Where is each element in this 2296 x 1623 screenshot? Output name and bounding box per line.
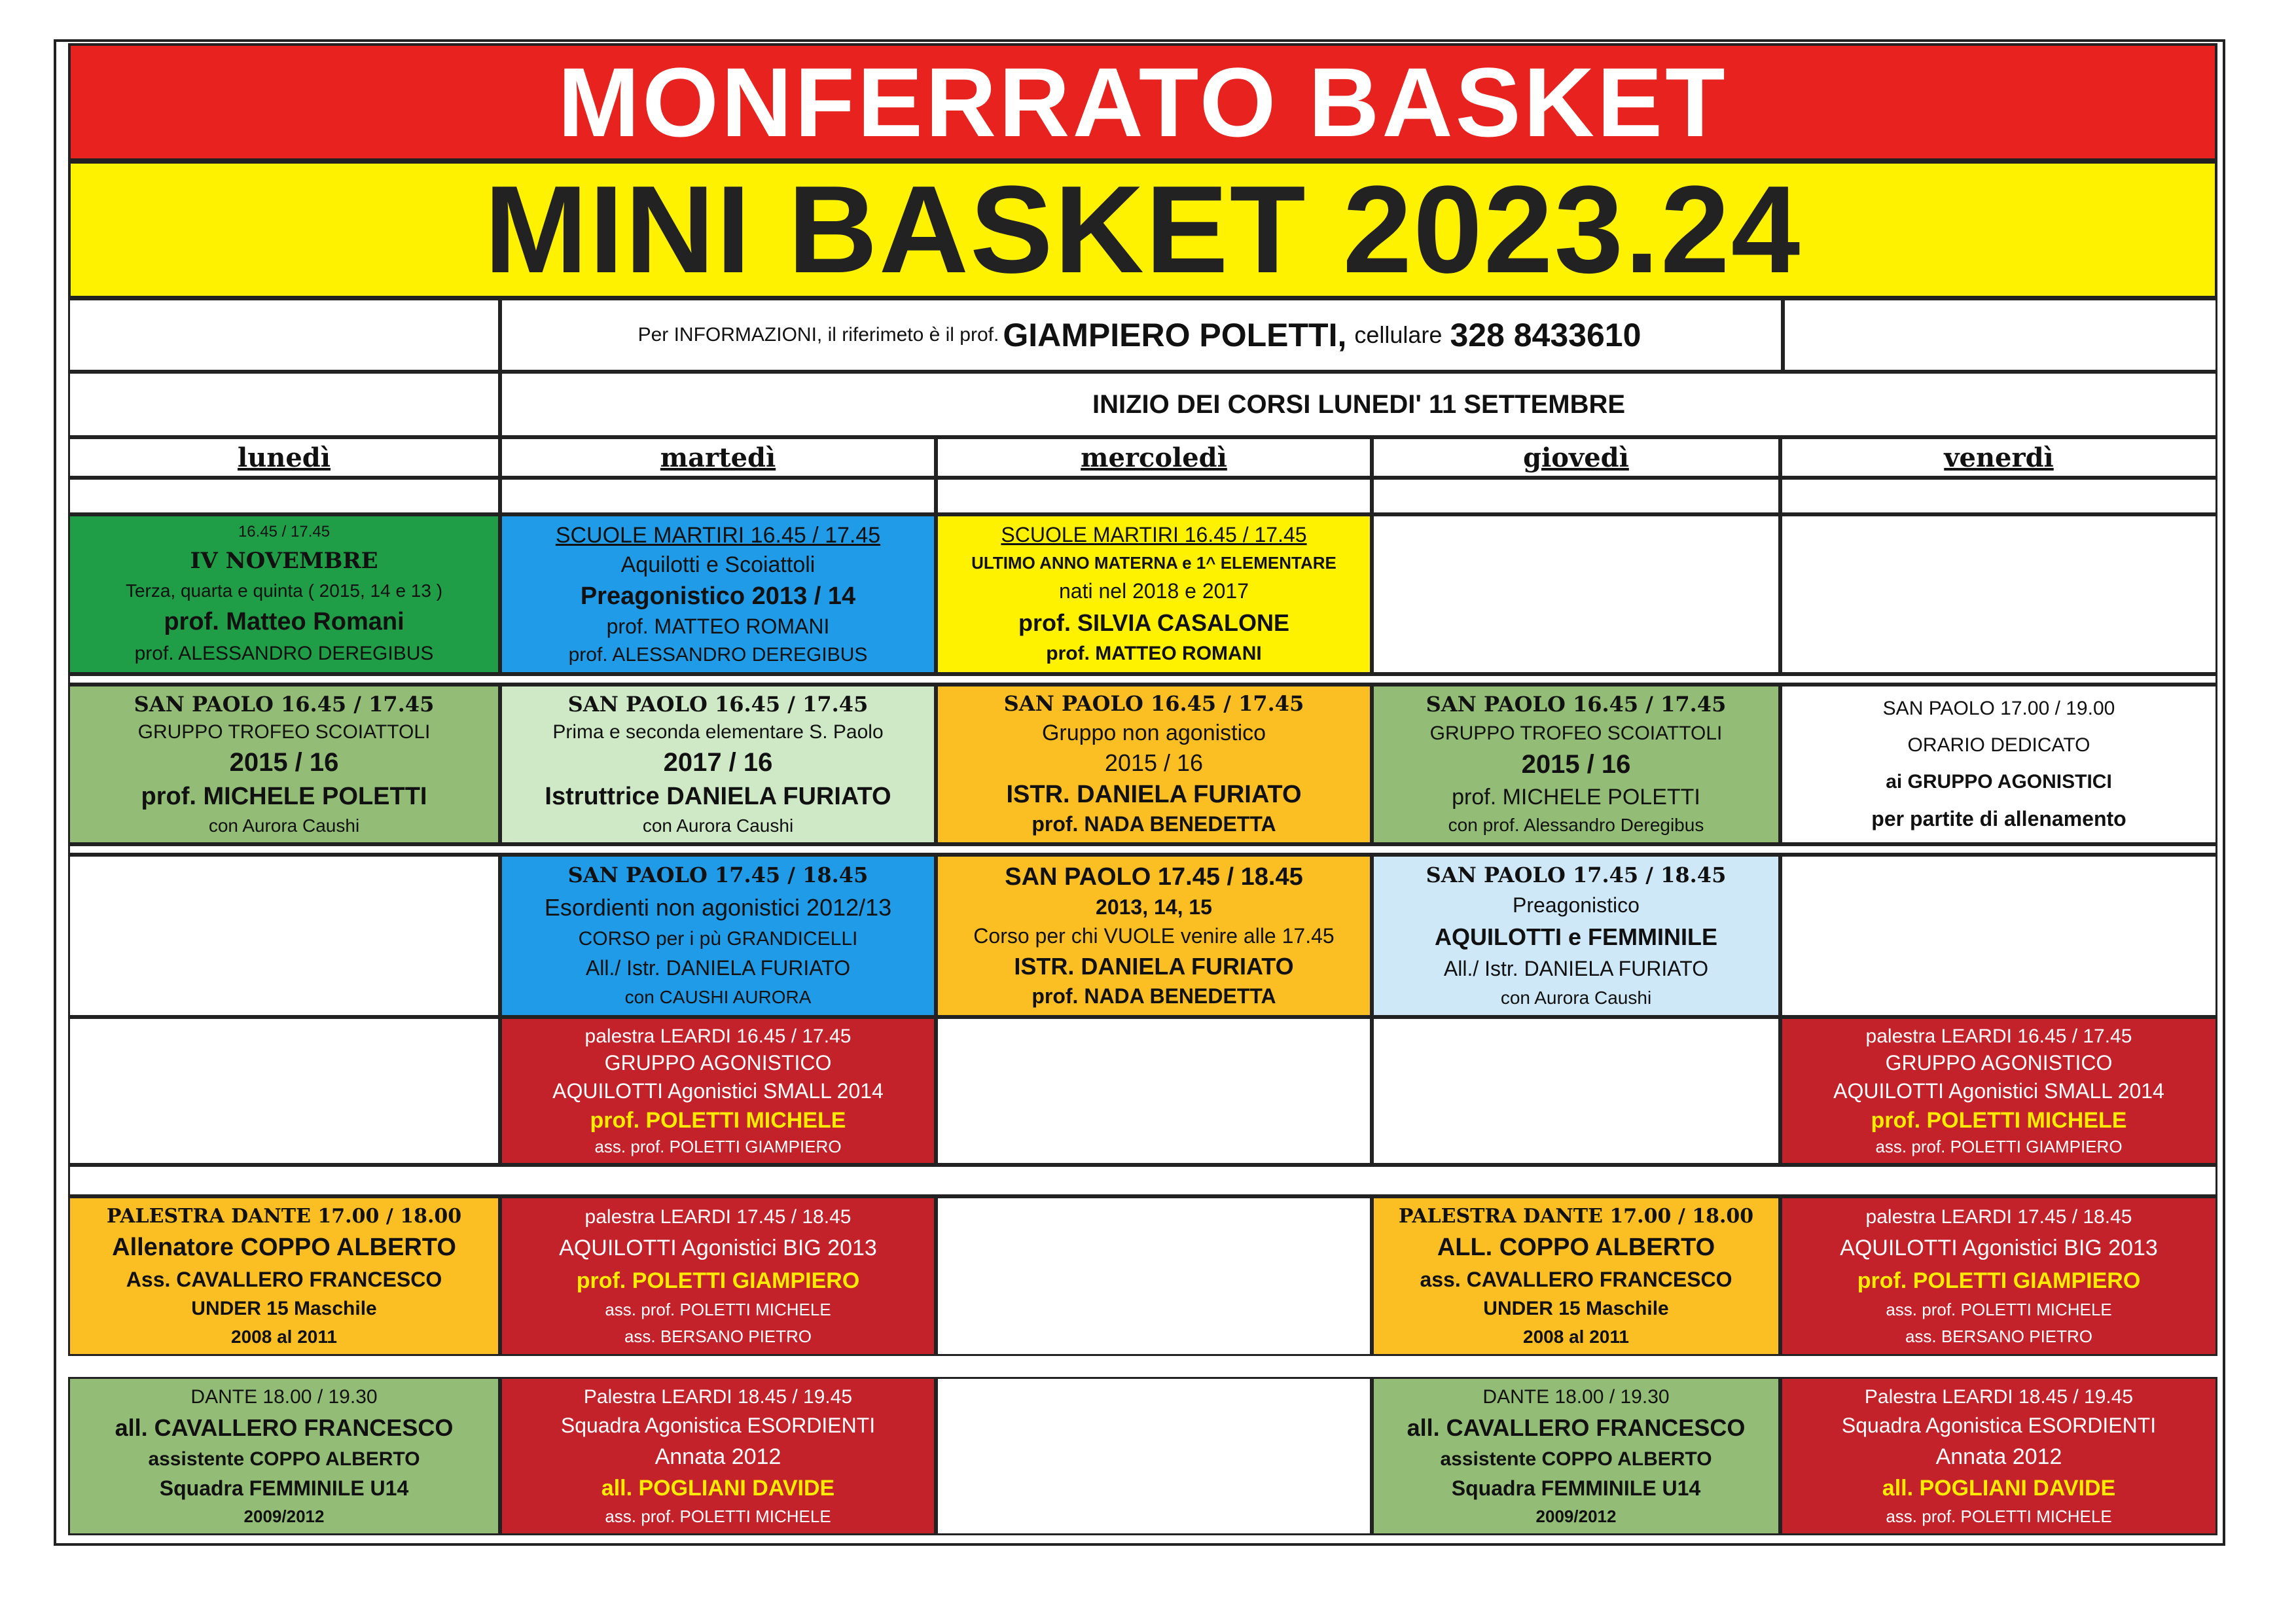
season-title: MINI BASKET 2023.24: [68, 161, 2217, 298]
info-phone-label: cellulare: [1354, 321, 1443, 348]
info-phone: 328 8433610: [1450, 317, 1641, 353]
spacer-cell: [1372, 478, 1780, 514]
schedule-wed-5-empty: [936, 1196, 1372, 1356]
schedule-wed-4-empty: [936, 1017, 1372, 1165]
schedule-mon-4-empty: [68, 1017, 500, 1165]
day-header-monday: lunedì: [68, 437, 500, 478]
spacer-cell: [1780, 478, 2217, 514]
schedule-thu-6: DANTE 18.00 / 19.30 all. CAVALLERO FRANCESCO assistente COPPO ALBERTO Squadra FEMMINILE U14 2009/2012: [1372, 1377, 1780, 1535]
info-right-blank: [1783, 298, 2217, 372]
schedule-fri-4: palestra LEARDI 16.45 / 17.45 GRUPPO AGONISTICO AQUILOTTI Agonistici SMALL 2014 prof. POLETTI MICHELE ass. prof. POLETTI GIAMPIERO: [1780, 1017, 2217, 1165]
schedule-tue-3: SAN PAOLO 17.45 / 18.45 Esordienti non agonistici 2012/13 CORSO per i pù GRANDICELLI All./ Istr. DANIELA FURIATO con CAUSHI AURORA: [500, 855, 936, 1017]
start-notice: INIZIO DEI CORSI LUNEDI' 11 SETTEMBRE: [500, 372, 2217, 437]
day-header-friday: venerdì: [1780, 437, 2217, 478]
info-contact: [500, 298, 1783, 372]
schedule-thu-4-empty: [1372, 1017, 1780, 1165]
spacer-cell: [936, 478, 1372, 514]
schedule-tue-4: palestra LEARDI 16.45 / 17.45 GRUPPO AGONISTICO AQUILOTTI Agonistici SMALL 2014 prof. POLETTI MICHELE ass. prof. POLETTI GIAMPIERO: [500, 1017, 936, 1165]
schedule-mon-5: PALESTRA DANTE 17.00 / 18.00 Allenatore COPPO ALBERTO Ass. CAVALLERO FRANCESCO UNDER 15 Maschile 2008 al 2011: [68, 1196, 500, 1356]
schedule-mon-1: 16.45 / 17.45 IV NOVEMBRE Terza, quarta e quinta ( 2015, 14 e 13 ) prof. Matteo Romani prof. ALESSANDRO DEREGIBUS: [68, 514, 500, 674]
day-header-wednesday: mercoledì: [936, 437, 1372, 478]
schedule-fri-6: Palestra LEARDI 18.45 / 19.45 Squadra Agonistica ESORDIENTI Annata 2012 all. POGLIANI DAVIDE ass. prof. POLETTI MICHELE: [1780, 1377, 2217, 1535]
schedule-wed-2: SAN PAOLO 16.45 / 17.45 Gruppo non agonistico 2015 / 16 ISTR. DANIELA FURIATO prof. NADA BENEDETTA: [936, 685, 1372, 844]
schedule-tue-6: Palestra LEARDI 18.45 / 19.45 Squadra Agonistica ESORDIENTI Annata 2012 all. POGLIANI DAVIDE ass. prof. POLETTI MICHELE: [500, 1377, 936, 1535]
day-header-thursday: giovedì: [1372, 437, 1780, 478]
schedule-thu-1-empty: [1372, 514, 1780, 674]
spacer-cell: [68, 478, 500, 514]
schedule-fri-2: SAN PAOLO 17.00 / 19.00 ORARIO DEDICATO ai GRUPPO AGONISTICI per partite di allenamento: [1780, 685, 2217, 844]
info-left-blank: [68, 298, 500, 372]
schedule-mon-6: DANTE 18.00 / 19.30 all. CAVALLERO FRANCESCO assistente COPPO ALBERTO Squadra FEMMINILE U14 2009/2012: [68, 1377, 500, 1535]
schedule-wed-3: SAN PAOLO 17.45 / 18.45 2013, 14, 15 Corso per chi VUOLE venire alle 17.45 ISTR. DANIELA FURIATO prof. NADA BENEDETTA: [936, 855, 1372, 1017]
start-left-blank: [68, 372, 500, 437]
row-separator: [68, 1165, 2217, 1196]
info-name: GIAMPIERO POLETTI,: [1003, 317, 1347, 353]
schedule-fri-3-empty: [1780, 855, 2217, 1017]
schedule-mon-2: SAN PAOLO 16.45 / 17.45 GRUPPO TROFEO SCOIATTOLI 2015 / 16 prof. MICHELE POLETTI con Aurora Caushi: [68, 685, 500, 844]
schedule-tue-5: palestra LEARDI 17.45 / 18.45 AQUILOTTI Agonistici BIG 2013 prof. POLETTI GIAMPIERO ass. prof. POLETTI MICHELE ass. BERSANO PIETRO: [500, 1196, 936, 1356]
info-prefix: Per INFORMAZIONI, il riferimeto è il prof.: [637, 324, 999, 346]
row-separator: [68, 674, 2217, 685]
schedule-mon-3-empty: [68, 855, 500, 1017]
schedule-wed-1: SCUOLE MARTIRI 16.45 / 17.45 ULTIMO ANNO MATERNA e 1^ ELEMENTARE nati nel 2018 e 2017 prof. SILVIA CASALONE prof. MATTEO ROMANI: [936, 514, 1372, 674]
schedule-thu-3: SAN PAOLO 17.45 / 18.45 Preagonistico AQUILOTTI e FEMMINILE All./ Istr. DANIELA FURIATO con Aurora Caushi: [1372, 855, 1780, 1017]
schedule-wed-6-empty: [936, 1377, 1372, 1535]
schedule-tue-2: SAN PAOLO 16.45 / 17.45 Prima e seconda elementare S. Paolo 2017 / 16 Istruttrice DANIELA FURIATO con Aurora Caushi: [500, 685, 936, 844]
schedule-thu-5: PALESTRA DANTE 17.00 / 18.00 ALL. COPPO ALBERTO ass. CAVALLERO FRANCESCO UNDER 15 Maschile 2008 al 2011: [1372, 1196, 1780, 1356]
club-title: MONFERRATO BASKET: [68, 43, 2217, 161]
schedule-tue-1: SCUOLE MARTIRI 16.45 / 17.45 Aquilotti e Scoiattoli Preagonistico 2013 / 14 prof. MATTEO ROMANI prof. ALESSANDRO DEREGIBUS: [500, 514, 936, 674]
schedule-fri-1-empty: [1780, 514, 2217, 674]
day-header-tuesday: martedì: [500, 437, 936, 478]
schedule-thu-2: SAN PAOLO 16.45 / 17.45 GRUPPO TROFEO SCOIATTOLI 2015 / 16 prof. MICHELE POLETTI con prof. Alessandro Deregibus: [1372, 685, 1780, 844]
spacer-cell: [500, 478, 936, 514]
row-separator: [68, 844, 2217, 855]
schedule-fri-5: palestra LEARDI 17.45 / 18.45 AQUILOTTI Agonistici BIG 2013 prof. POLETTI GIAMPIERO ass. prof. POLETTI MICHELE ass. BERSANO PIETRO: [1780, 1196, 2217, 1356]
